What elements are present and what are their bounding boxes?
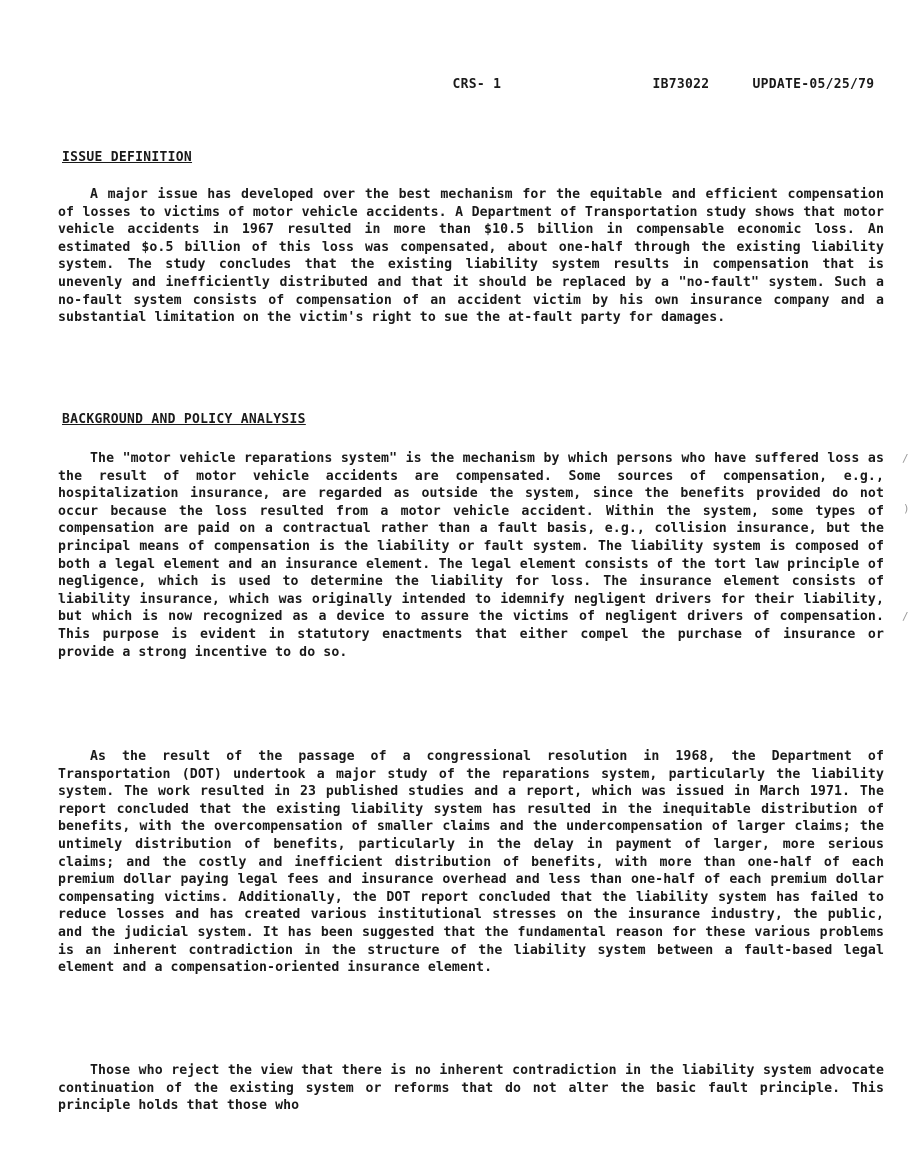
paragraph-background-1: The "motor vehicle reparations system" is the mechanism by which persons who have suffered loss as the result of motor vehicle accidents are compensated. Some sources of compensation, e.g., hospitalization insurance, are regarded as outside the system, since the benefits provided do not occur because the loss resulted from a motor vehicle accident. Within the system, some types of compensation are paid on a contractual rather than a fault basis, e.g., collision insurance, but the principal means of compensation is the liability or fault system. The liability system is composed of both a legal element and an insurance element. The legal element consists of the tort law principle of negligence, which is used to determine the liability for loss. The insurance element consists of liability insurance, which was originally intended to idemnify negligent drivers for their liability, but which is now recognized as a device to assure the victims of negligent drivers of compensation. This purpose is evident in statutory enactments that either compel the purchase of insurance or provide a strong incentive to do so.: [58, 451, 884, 660]
header-report-number: CRS- 1: [452, 77, 502, 92]
header-update-date: UPDATE-05/25/79: [752, 77, 875, 92]
paragraph-background-2: As the result of the passage of a congressional resolution in 1968, the Department of Transportation (DOT) undertook a major study of the reparations system, particularly the liability system. The work resulted in 23 published studies and a report, which was issued in March 1971. The report concluded that the existing liability system has resulted in the inequitable distribution of benefits, with the overcompensation of smaller claims and the undercompensation of larger claims; the untimely distribution of benefits, particularly in the delay in payment of larger, more serious claims; and the costly and inefficient distribution of benefits, with more than one-half of each premium dollar paying legal fees and insurance overhead and less than one-half of each premium dollar compensating victims. Additionally, the DOT report concluded that the liability system has failed to reduce losses and has created various institutional stresses on the insurance industry, the public, and the judicial system. It has been suggested that the fundamental reason for these various problems is an inherent contradiction in the structure of the liability system between a fault-based legal element and a compensation-oriented insurance element.: [58, 749, 884, 976]
section-heading-issue-definition: ISSUE DEFINITION: [62, 150, 193, 165]
margin-mark: /: [902, 452, 909, 465]
margin-mark: ): [903, 502, 910, 515]
header-brief-id: IB73022: [652, 77, 710, 92]
margin-mark: /: [902, 610, 909, 623]
paragraph-issue-definition: A major issue has developed over the best mechanism for the equitable and efficient compensation of losses to victims of motor vehicle accidents. A Department of Transportation study shows that motor vehicle accidents in 1967 resulted in more than $10.5 billion in compensable economic loss. An estimated $o.5 billion of this loss was compensated, about one-half through the existing liability system. The study concludes that the existing liability system results in compensation that is unevenly and inefficiently distributed and that it should be replaced by a "no-fault" system. Such a no-fault system consists of compensation of an accident victim by his own insurance company and a substantial limitation on the victim's right to sue the at-fault party for damages.: [58, 187, 884, 326]
section-heading-background: BACKGROUND AND POLICY ANALYSIS: [62, 412, 306, 427]
paragraph-background-3: Those who reject the view that there is no inherent contradiction in the liability system advocate continuation of the existing system or reforms that do not alter the basic fault principle. This principle holds that those who: [58, 1063, 884, 1114]
page-header: [420, 62, 890, 107]
